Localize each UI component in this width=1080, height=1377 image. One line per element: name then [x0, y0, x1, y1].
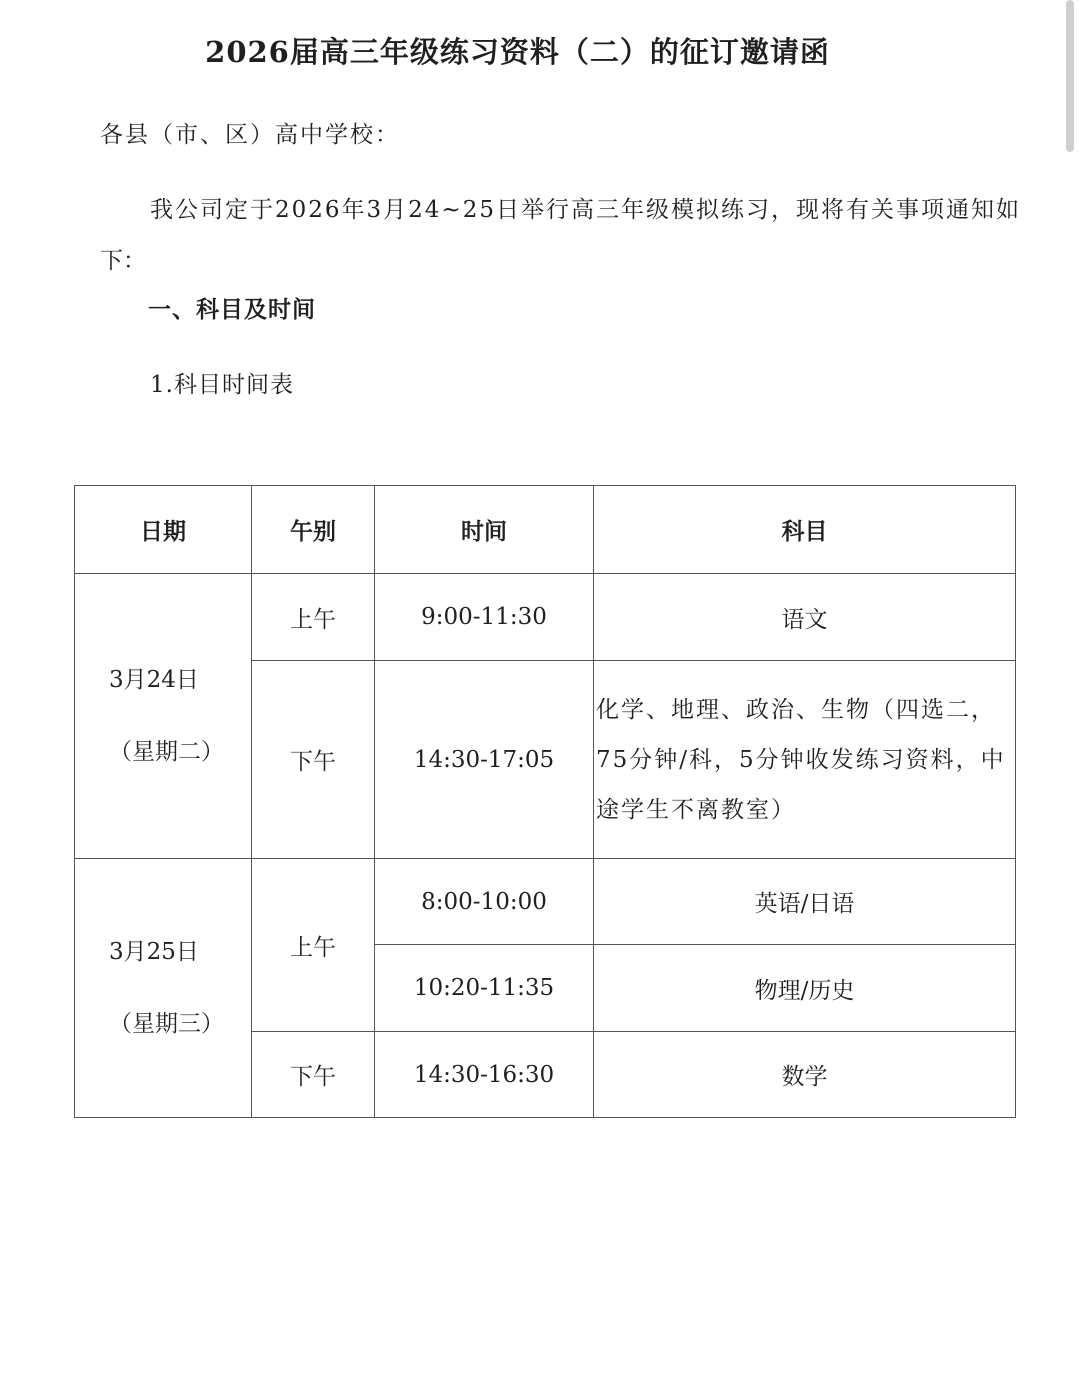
time-cell: 8:00-10:00	[375, 859, 594, 945]
period-cell: 上午	[252, 574, 375, 661]
subject-cell: 物理/历史	[594, 945, 1016, 1032]
weekday-label: （星期二）	[109, 739, 224, 765]
intro-paragraph-line-2: 下：	[100, 248, 146, 274]
date-label: 3月24日	[109, 667, 199, 693]
header-period: 午别	[252, 486, 375, 574]
subheading: 1.科目时间表	[150, 372, 294, 398]
header-time: 时间	[375, 486, 594, 574]
subject-cell: 化学、地理、政治、生物（四选二，75分钟/科，5分钟收发练习资料，中途学生不离教室）	[594, 661, 1016, 859]
table-header-row	[75, 486, 1016, 574]
time-cell: 10:20-11:35	[375, 945, 594, 1032]
salutation: 各县（市、区）高中学校：	[100, 122, 400, 148]
period-cell: 上午	[252, 859, 375, 1032]
time-cell: 9:00-11:30	[375, 574, 594, 661]
scrollbar[interactable]	[1066, 0, 1074, 152]
section-heading: 一、科目及时间	[148, 296, 316, 323]
subject-cell: 英语/日语	[594, 859, 1016, 945]
period-cell: 下午	[252, 661, 375, 859]
intro-paragraph-line-1: 我公司定于2026年3月24~25日举行高三年级模拟练习，现将有关事项通知如	[150, 197, 1021, 223]
weekday-label: （星期三）	[109, 1011, 224, 1037]
table-row	[75, 859, 1016, 945]
time-cell: 14:30-17:05	[375, 661, 594, 859]
date-cell	[75, 574, 252, 859]
date-label: 3月25日	[109, 939, 199, 965]
schedule-table	[74, 485, 1016, 1118]
header-subject: 科目	[594, 486, 1016, 574]
table-row	[75, 574, 1016, 661]
date-cell	[75, 859, 252, 1118]
time-cell: 14:30-16:30	[375, 1032, 594, 1118]
subject-cell: 语文	[594, 574, 1016, 661]
document-title: 2026届高三年级练习资料（二）的征订邀请函	[205, 35, 830, 69]
header-date: 日期	[75, 486, 252, 574]
period-cell: 下午	[252, 1032, 375, 1118]
subject-cell: 数学	[594, 1032, 1016, 1118]
